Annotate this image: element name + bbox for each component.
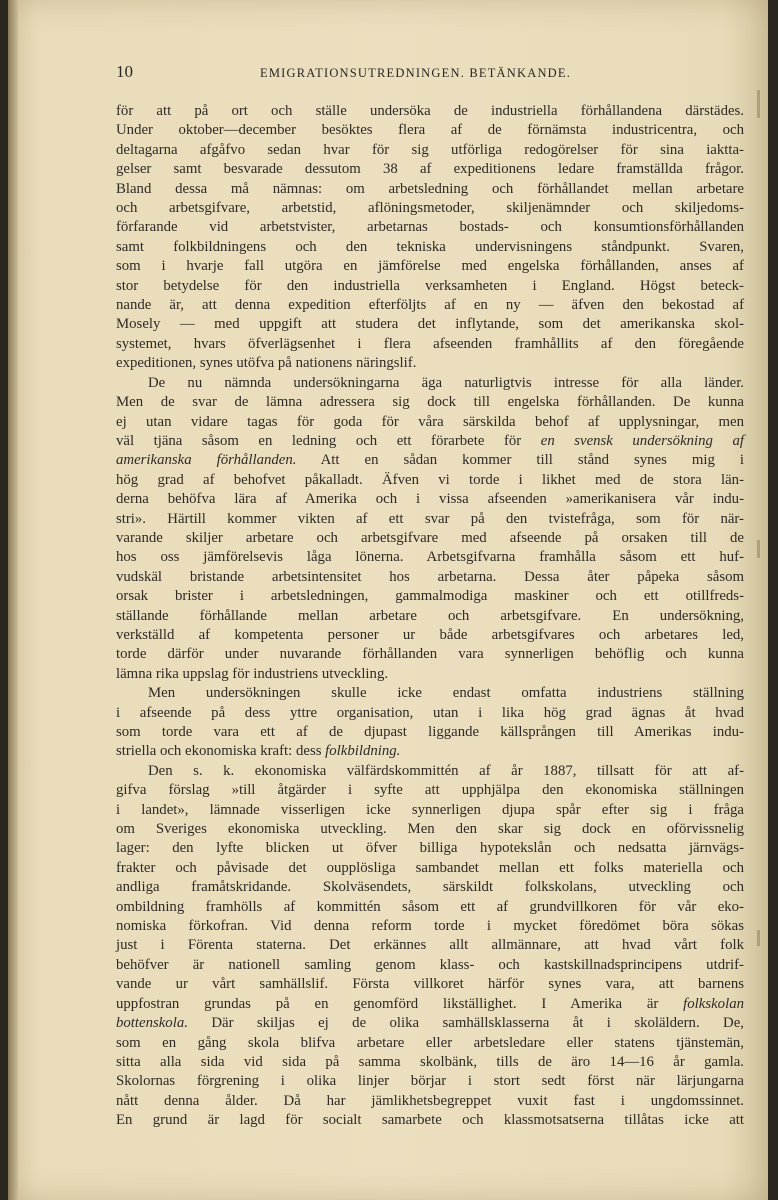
text-line: systemet, hvars öfverlägsenhet i flera afseenden framhållits af den föregående [116,335,744,352]
text-line: för att på ort och ställe undersöka de industriella förhållandena därstädes. [116,103,744,119]
paragraph-2 [116,374,744,685]
running-title: EMIGRATIONSUTREDNINGEN. BETÄNKANDE. [260,66,572,80]
text-line: som torde vara ett af de djupast liggande källsprången till Amerikas indu- [116,724,744,740]
text-fragment: Där skiljas ej de olika samhällsklasserna åt i skoläldern. De, [187,1015,744,1032]
text-line: vudskäl bristande arbetsintensitet hos arbetarna. Dessa åter påpeka såsom [116,568,744,585]
italic-phrase: folkbildning. [325,743,401,760]
text-line: nått denna ålder. Då har jämlikhetsbegreppet vuxit fast i ungdomssinnet. [116,1092,744,1109]
text-line: Men de svar de lämna adressera sig dock till engelska förhållanden. De kunna [116,394,744,411]
text-line: stri». Härtill kommer vikten af ett svar på den tvistefråga, som för när- [116,510,744,527]
text-line: ej utan vidare tagas för goda för våra särskilda behof af upplysningar, men [116,413,744,430]
text-line: frakter och påvisade det oupplösliga sambandet mellan ett folks materiella och [116,859,744,876]
text-fragment: striella och ekonomiska kraft: dess [116,743,326,760]
text-line: gifva förslag »till åtgärder i syfte att upphjälpa den ekonomiska ställningen [116,782,744,799]
text-line: hög grad af behofvet påkalladt. Äfven vi torde i likhet med de stora län- [116,471,744,488]
text-line: ställande förhållande mellan arbetare och arbetsgifvare. En undersökning, [116,607,744,624]
text-line-with-italic [116,742,744,761]
text-fragment: uppfostran grundas på en genomförd likställighet. I Amerika är [116,995,684,1012]
page-header [116,62,746,84]
paragraph-3 [116,684,744,762]
text-line: lager: den lyfte blicken ut öfver billiga hypotekslån och nedsatta järnvägs- [116,840,744,857]
text-line: expeditionen, synes utöfva på nationens näringslif. [116,355,417,372]
text-line: vande ur vårt samhällslif. Första villkoret härför synes vara, att barnens [116,976,744,993]
text-line: förfarande vid arbetstvister, arbetarnas bostads- och konsumtionsförhållanden [116,219,744,236]
text-line: hos oss jämförelsevis låga lönerna. Arbetsgifvarna framhålla såsom ett huf- [116,549,744,566]
text-line: andliga framåtskridande. Skolväsendets, särskildt folkskolans, utveckling och [116,879,744,896]
text-line: i landet», lämnade visserligen icke synnerligen djupa spår efter sig i fråga [116,801,744,818]
text-line-with-italic [116,432,744,451]
italic-phrase: folkskolan [683,995,744,1012]
text-line: derna behöfva lära af Amerika och i vissa afseenden »amerikanisera vår indu- [116,491,744,508]
text-line: sitta alla sida vid sida på samma skolbänk, tills de äro 14—16 år gamla. [116,1053,744,1070]
text-line: lämna rika uppslag för industriens utveckling. [116,665,389,682]
text-line: Den s. k. ekonomiska välfärdskommittén af år 1887, tillsatt för att af- [148,762,744,779]
text-line: Men undersökningen skulle icke endast omfatta industriens ställning [148,685,744,702]
body-text [116,102,744,1131]
text-line: nande är, att denna expedition efterföljts af en ny — äfven den bekostad af [116,297,744,314]
text-line: Skolornas förgrening i olika linjer börjar i stort sedt först när lärjungarna [116,1073,744,1090]
text-line-with-italic [116,451,744,470]
text-line: gelser samt besvarade dessutom 38 af expeditionens ledare framställda frågor. [116,161,744,178]
italic-phrase: bottenskola. [116,1015,188,1032]
book-page [8,0,768,1200]
text-line: varande skiljer arbetare och arbetsgifvare med afseende på orsaken till de [116,529,744,546]
text-line: behöfver är nationell samling genom klass- och kastskillnadsprincipens utdrif- [116,956,744,973]
text-line: som i hvarje fall utgöra en jämförelse med engelska förhållanden, anses af [116,258,744,275]
text-line: Mosely — med uppgift att studera det inflytande, som det amerikanska skol- [116,316,744,333]
edge-mark [757,930,760,946]
text-line: som en gång skola blifva arbetare eller arbetsledare eller statens tjänstemän, [116,1034,744,1051]
text-line: samt folkbildningens och den tekniska undervisningens ståndpunkt. Svaren, [116,238,744,255]
text-line: torde därför under nuvarande förhållanden vara synnerligen behöflig och kunna [116,646,744,663]
edge-mark [757,540,760,558]
text-line: orsak brister i arbetsledningen, gammalmodiga maskiner och ett otillfreds- [116,588,744,605]
text-line: deltagarna afgåfvo sedan hvar för sig utförliga redogörelser för sina iaktta- [116,141,744,158]
text-line: De nu nämnda undersökningarna äga naturligtvis intresse för alla länder. [148,374,744,391]
paragraph-4 [116,762,744,1131]
text-line-with-italic [116,1014,744,1033]
paragraph-1 [116,102,744,374]
text-line: En grund är lagd för socialt samarbete och klassmotsatserna tillåtas icke att [116,1112,744,1129]
page-number: 10 [116,62,133,81]
text-line: ombildning framhölls af kommittén såsom ett af grundvillkoren för vår eko- [116,898,744,915]
italic-phrase: en svensk undersökning af [540,432,744,449]
text-fragment: väl tjäna såsom en ledning och ett förarbete för [116,432,541,449]
text-line: i afseende på dess yttre organisation, utan i lika hög grad ägnas åt hvad [116,704,744,721]
text-line: nomiska förkofran. Vid denna reform torde i mycket föredömet böra sökas [116,918,744,935]
text-line: Under oktober—december besöktes flera af de förnämsta industricentra, och [116,122,744,139]
text-line: stor betydelse för den industriella verksamheten i England. Högst beteck- [116,277,744,294]
page-spine-shadow [8,0,18,1200]
edge-mark [757,90,760,118]
text-line: om Sveriges ekonomiska utveckling. Men den skar sig dock en oförvissnelig [116,821,744,838]
italic-phrase: amerikanska förhållanden. [116,452,297,469]
text-line-with-italic [116,995,744,1014]
text-line: verkställd af kompetenta personer ur både arbetsgifvares och arbetares led, [116,626,744,643]
text-line: och arbetsgifvare, arbetstid, aflöningsmetoder, skiljenämnder och skiljedoms- [116,200,744,217]
text-line: Bland dessa må nämnas: om arbetsledning och förhållandet mellan arbetare [116,180,744,197]
text-line: just i Förenta staterna. Det erkännes allt allmännare, att hvad vårt folk [116,937,744,954]
text-fragment: Att en sådan kommer till stånd synes mig i [296,452,744,469]
